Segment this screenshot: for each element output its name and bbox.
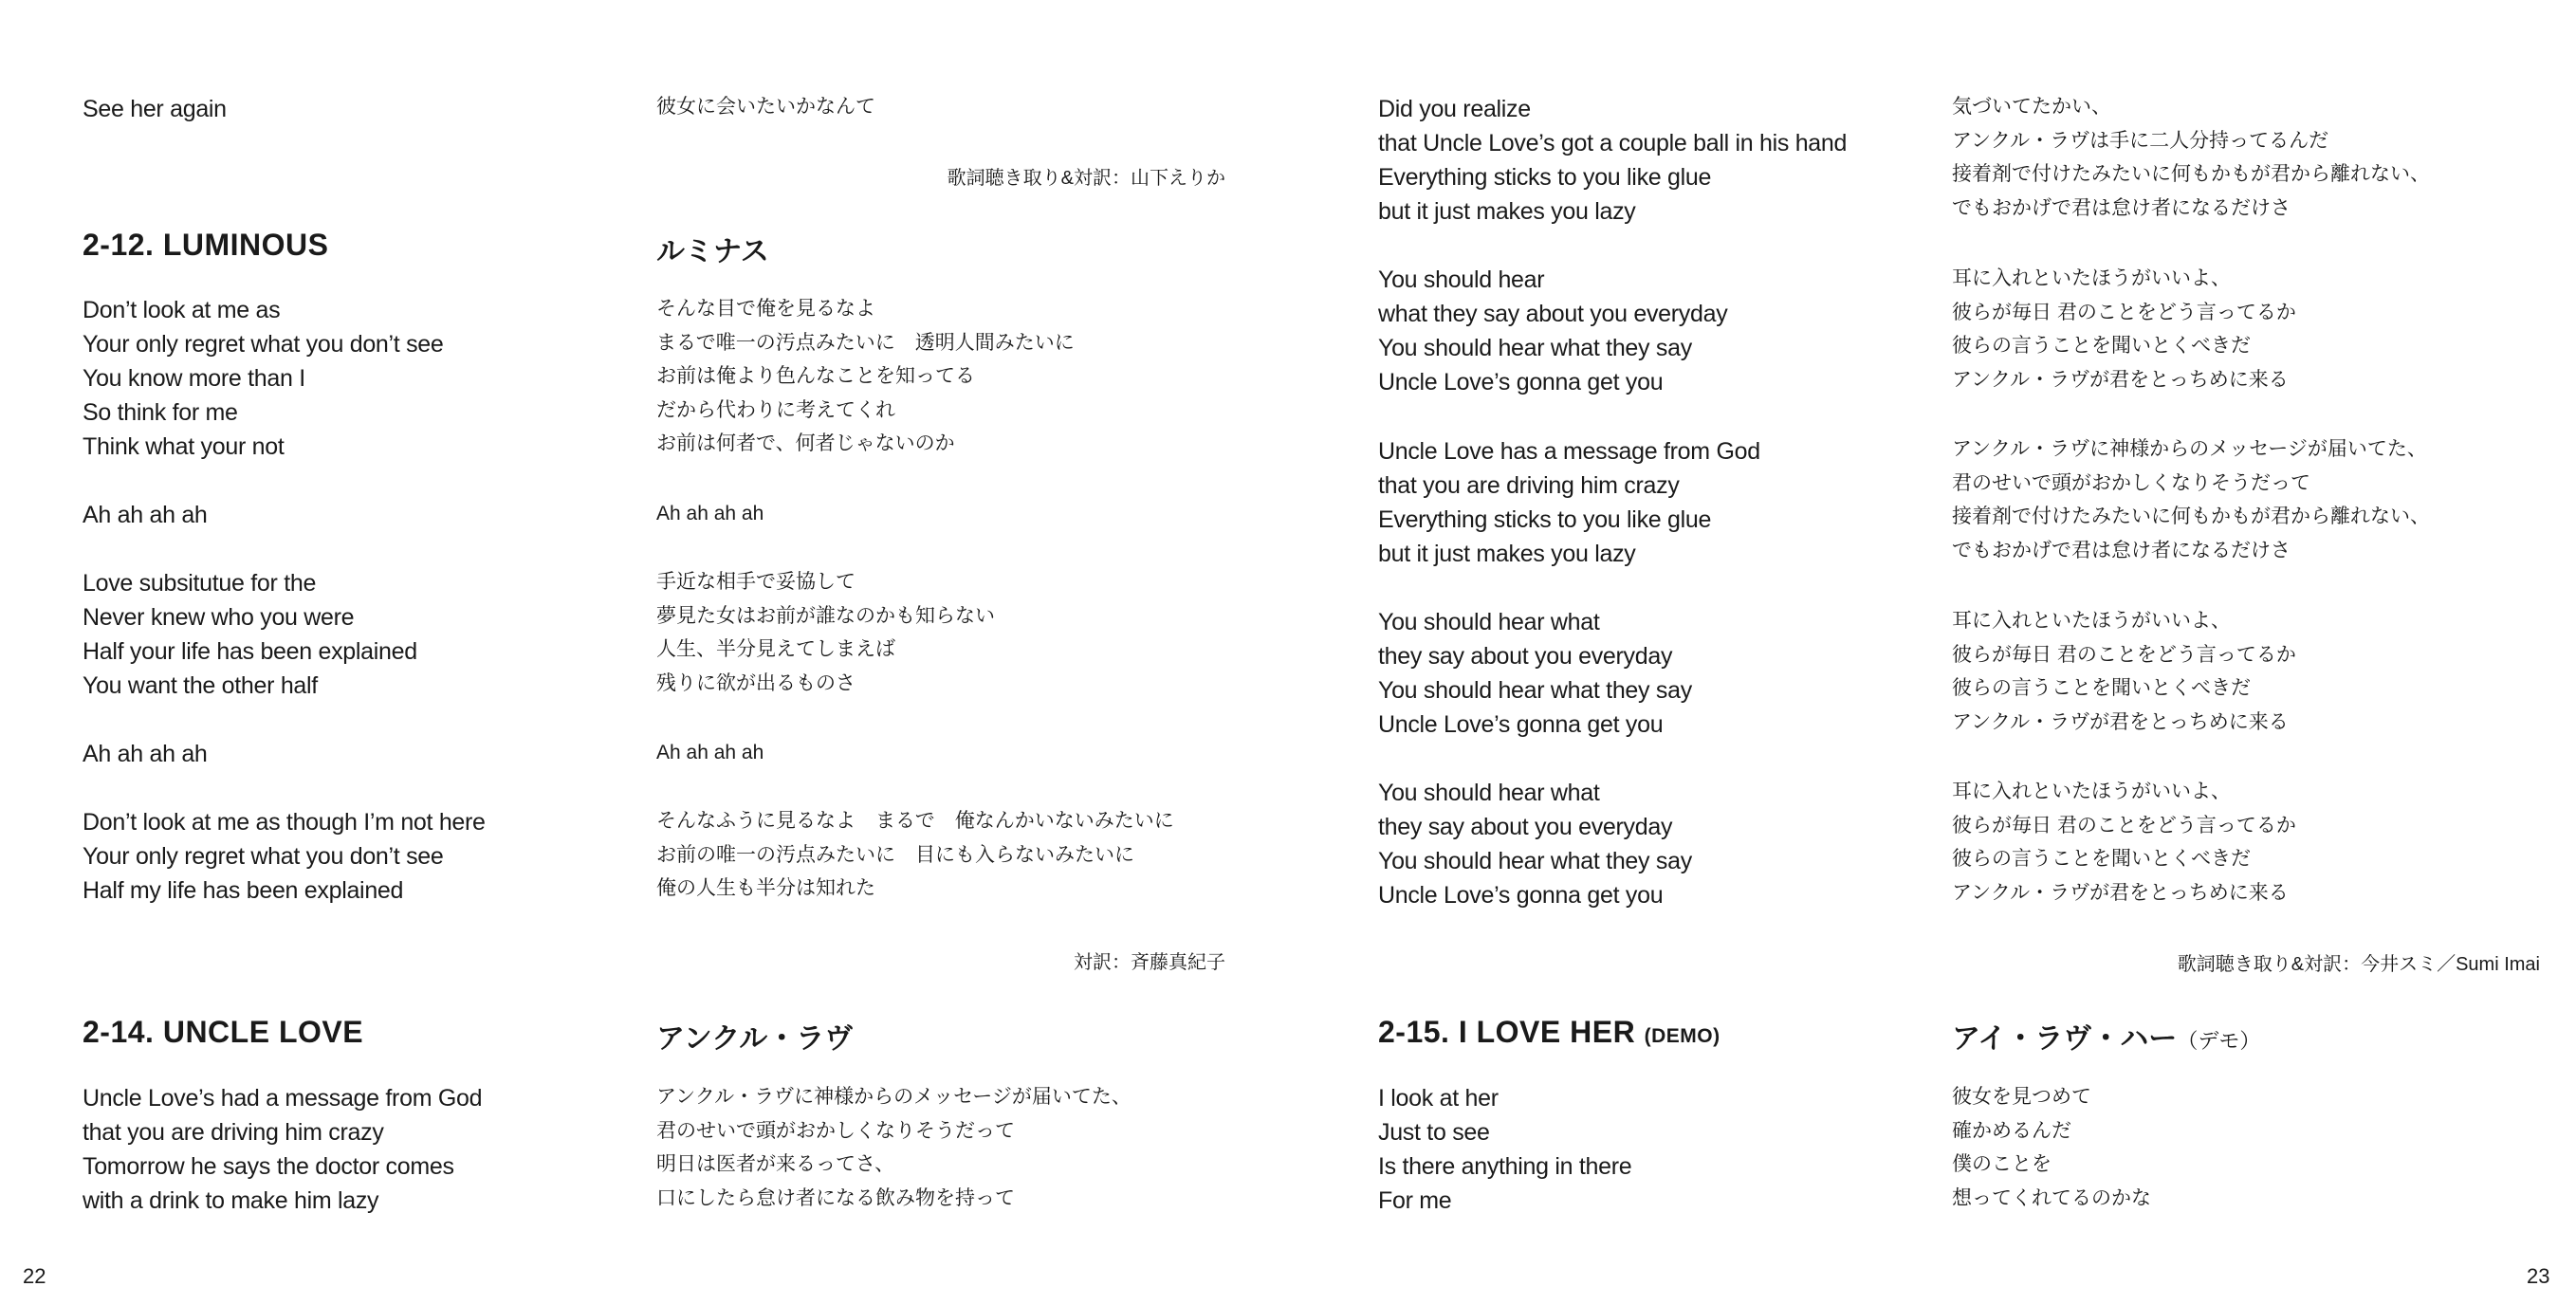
lyric-line: 気づいてたかい、 bbox=[1952, 96, 2111, 118]
uncle-love-stanza-5 bbox=[1378, 605, 1909, 742]
luminous-jp-stanza-2 bbox=[656, 497, 1225, 531]
lyric-line: You know more than I bbox=[83, 365, 305, 392]
uncle-love-jp-stanza-3 bbox=[1952, 262, 2540, 396]
lyric-line: Don’t look at me as though I’m not here bbox=[83, 809, 486, 836]
lyric-line: 彼らの言うことを聞いとくべきだ bbox=[1952, 848, 2251, 870]
lyric-line: 彼らが毎日 君のことをどう言ってるか bbox=[1952, 814, 2296, 836]
i-love-her-title-jp-demo: （デモ） bbox=[2177, 1029, 2261, 1053]
luminous-stanza-2 bbox=[83, 498, 614, 532]
lyric-line: Don’t look at me as bbox=[83, 297, 281, 323]
page-number-left: 22 bbox=[23, 1264, 46, 1288]
luminous-jp-stanza-3 bbox=[656, 565, 1225, 700]
i-love-her-title bbox=[1378, 1015, 1720, 1050]
luminous-jp-stanza-4 bbox=[656, 736, 1225, 770]
see-her-again-lines bbox=[83, 92, 614, 126]
lyric-line: Ah ah ah ah bbox=[656, 503, 764, 524]
lyric-line: You should hear what they say bbox=[1378, 335, 1692, 361]
lyric-line: 君のせいで頭がおかしくなりそうだって bbox=[656, 1119, 1015, 1142]
lyric-line: that Uncle Love’s got a couple ball in his hand bbox=[1378, 130, 1848, 156]
luminous-jp-stanza-1 bbox=[656, 292, 1225, 461]
uncle-love-title: 2-14. UNCLE LOVE bbox=[83, 1015, 364, 1049]
lyric-line: アンクル・ラヴが君をとっちめに来る bbox=[1952, 881, 2289, 904]
lyric-line: お前の唯一の汚点みたいに 目にも入らないみたいに bbox=[656, 843, 1134, 866]
lyric-line: Uncle Love’s had a message from God bbox=[83, 1085, 483, 1112]
lyric-line: Your only regret what you don’t see bbox=[83, 843, 444, 870]
lyric-line: 耳に入れといたほうがいいよ、 bbox=[1952, 267, 2231, 289]
lyric-line: 口にしたら怠け者になる飲み物を持って bbox=[656, 1186, 1015, 1209]
uncle-love-jp-stanza-4 bbox=[1952, 432, 2540, 567]
uncle-love-stanza-6 bbox=[1378, 776, 1909, 912]
lyric-line: 君のせいで頭がおかしくなりそうだって bbox=[1952, 471, 2310, 494]
lyric-line: 耳に入れといたほうがいいよ、 bbox=[1952, 610, 2231, 632]
lyric-line: Half my life has been explained bbox=[83, 877, 404, 904]
lyric-line: だから代わりに考えてくれ bbox=[656, 398, 895, 421]
lyric-line: Uncle Love’s gonna get you bbox=[1378, 882, 1664, 909]
lyric-line: Everything sticks to you like glue bbox=[1378, 506, 1712, 533]
lyric-line: 手近な相手で妥協して bbox=[656, 571, 856, 593]
i-love-her-title-jp-main: アイ・ラヴ・ハー bbox=[1952, 1023, 2178, 1055]
lyric-line: Just to see bbox=[1378, 1119, 1490, 1146]
luminous-jp-stanza-5 bbox=[656, 804, 1225, 906]
lyric-line: 彼らが毎日 君のことをどう言ってるか bbox=[1952, 301, 2296, 323]
lyric-line: そんな目で俺を見るなよ bbox=[656, 298, 875, 320]
lyric-line: what they say about you everyday bbox=[1378, 301, 1728, 327]
lyric-line: Never knew who you were bbox=[83, 604, 355, 631]
lyric-line: that you are driving him crazy bbox=[83, 1119, 384, 1146]
lyric-line: アンクル・ラヴが君をとっちめに来る bbox=[1952, 368, 2289, 391]
lyric-line: 彼女を見つめて bbox=[1952, 1086, 2091, 1108]
i-love-her-title-jp bbox=[1952, 1015, 2260, 1057]
lyric-line: You should hear what they say bbox=[1378, 848, 1692, 874]
lyric-line: 明日は医者が来るってさ、 bbox=[656, 1153, 895, 1175]
lyric-line: でもおかげで君は怠け者になるだけさ bbox=[1952, 196, 2291, 219]
i-love-her-stanza-1 bbox=[1378, 1081, 1909, 1218]
lyric-line: 接着剤で付けたみたいに何もかもが君から離れない、 bbox=[1952, 505, 2430, 527]
i-love-her-title-demo: (DEMO) bbox=[1644, 1025, 1720, 1047]
uncle-love-stanza-2 bbox=[1378, 92, 1909, 229]
lyric-line: アンクル・ラヴに神様からのメッセージが届いてた、 bbox=[656, 1086, 1132, 1108]
lyric-line: Love subsitutue for the bbox=[83, 570, 317, 597]
lyric-line: 想ってくれてるのかな bbox=[1952, 1186, 2151, 1209]
lyric-line: 夢見た女はお前が誰なのかも知らない bbox=[656, 604, 995, 627]
lyric-line: You should hear what they say bbox=[1378, 677, 1692, 704]
luminous-stanza-5 bbox=[83, 805, 614, 908]
lyric-line: Uncle Love’s gonna get you bbox=[1378, 711, 1664, 738]
lyric-line: So think for me bbox=[83, 399, 238, 426]
lyric-line: Your only regret what you don’t see bbox=[83, 331, 444, 358]
lyric-line: Is there anything in there bbox=[1378, 1153, 1632, 1180]
lyric-line: Think what your not bbox=[83, 433, 285, 460]
uncle-love-jp-stanza-6 bbox=[1952, 775, 2540, 910]
lyric-line: アンクル・ラヴは手に二人分持ってるんだ bbox=[1952, 129, 2329, 152]
lyric-line: でもおかげで君は怠け者になるだけさ bbox=[1952, 539, 2291, 561]
lyric-line: Uncle Love’s gonna get you bbox=[1378, 369, 1664, 395]
lyric-line: アンクル・ラヴに神様からのメッセージが届いてた、 bbox=[1952, 438, 2427, 460]
lyric-line: 残りに欲が出るものさ bbox=[656, 671, 856, 694]
uncle-love-credit: 歌詞聴き取り&対訳：今井スミ／Sumi Imai bbox=[2177, 954, 2540, 975]
uncle-love-jp-stanza-2 bbox=[1952, 90, 2540, 225]
lyric-line: そんなふうに見るなよ まるで 俺なんかいないみたいに bbox=[656, 810, 1174, 832]
lyric-line: 彼らが毎日 君のことをどう言ってるか bbox=[1952, 643, 2296, 666]
lyric-line: お前は俺より色んなことを知ってる bbox=[656, 365, 975, 387]
lyric-line: You want the other half bbox=[83, 672, 318, 699]
lyric-line: 彼女に会いたいかなんて bbox=[656, 96, 875, 118]
top-left-credit: 歌詞聴き取り&対訳：山下えりか bbox=[947, 168, 1225, 189]
uncle-love-stanza-3 bbox=[1378, 263, 1909, 399]
lyric-line: 耳に入れといたほうがいいよ、 bbox=[1952, 781, 2231, 802]
lyric-line: 俺の人生も半分は知れた bbox=[656, 877, 875, 899]
lyric-line: 彼らの言うことを聞いとくべきだ bbox=[1952, 677, 2251, 699]
lyric-line: You should hear what bbox=[1378, 780, 1600, 806]
uncle-love-stanza-1 bbox=[83, 1081, 614, 1218]
i-love-her-title-main: 2-15. I LOVE HER bbox=[1378, 1015, 1636, 1049]
lyric-line: Uncle Love has a message from God bbox=[1378, 438, 1760, 465]
luminous-title: 2-12. LUMINOUS bbox=[83, 228, 329, 262]
uncle-love-title-jp: アンクル・ラヴ bbox=[656, 1023, 854, 1055]
lyric-line: For me bbox=[1378, 1187, 1452, 1214]
lyric-line: but it just makes you lazy bbox=[1378, 198, 1636, 225]
lyric-line: they say about you everyday bbox=[1378, 643, 1673, 670]
lyric-line: 接着剤で付けたみたいに何もかもが君から離れない、 bbox=[1952, 163, 2430, 185]
lyric-line: Did you realize bbox=[1378, 96, 1531, 122]
lyric-line: Ah ah ah ah bbox=[656, 742, 764, 763]
lyric-line: Ah ah ah ah bbox=[83, 502, 208, 528]
lyric-line: See her again bbox=[83, 96, 227, 122]
lyric-line: Ah ah ah ah bbox=[83, 741, 208, 767]
lyric-line: お前は何者で、何者じゃないのか bbox=[656, 432, 955, 454]
lyric-line: with a drink to make him lazy bbox=[83, 1187, 379, 1214]
luminous-stanza-4 bbox=[83, 737, 614, 771]
luminous-stanza-3 bbox=[83, 566, 614, 703]
uncle-love-jp-stanza-5 bbox=[1952, 604, 2540, 739]
i-love-her-jp-stanza-1 bbox=[1952, 1080, 2540, 1215]
lyric-line: まるで唯一の汚点みたいに 透明人間みたいに bbox=[656, 331, 1075, 354]
lyric-line: 彼らの言うことを聞いとくべきだ bbox=[1952, 335, 2251, 357]
lyric-line: I look at her bbox=[1378, 1085, 1499, 1112]
see-her-again-jp bbox=[656, 90, 1225, 124]
lyric-line: Everything sticks to you like glue bbox=[1378, 164, 1712, 191]
lyric-line: 人生、半分見えてしまえば bbox=[656, 638, 895, 660]
page-number-right: 23 bbox=[2527, 1264, 2550, 1288]
lyric-line: You should hear what bbox=[1378, 609, 1600, 635]
lyric-line: 僕のことを bbox=[1952, 1153, 2052, 1175]
lyric-line: Half your life has been explained bbox=[83, 638, 417, 665]
uncle-love-jp-stanza-1 bbox=[656, 1080, 1225, 1215]
uncle-love-stanza-4 bbox=[1378, 434, 1909, 571]
lyric-line: You should hear bbox=[1378, 267, 1545, 293]
lyric-line: but it just makes you lazy bbox=[1378, 541, 1636, 567]
lyric-line: that you are driving him crazy bbox=[1378, 472, 1680, 499]
lyric-line: アンクル・ラヴが君をとっちめに来る bbox=[1952, 710, 2289, 733]
luminous-title-jp: ルミナス bbox=[656, 236, 769, 267]
luminous-stanza-1 bbox=[83, 293, 614, 464]
lyric-line: they say about you everyday bbox=[1378, 814, 1673, 840]
luminous-credit: 対訳：斉藤真紀子 bbox=[1074, 952, 1225, 973]
lyric-line: Tomorrow he says the doctor comes bbox=[83, 1153, 454, 1180]
lyric-line: 確かめるんだ bbox=[1952, 1119, 2071, 1142]
